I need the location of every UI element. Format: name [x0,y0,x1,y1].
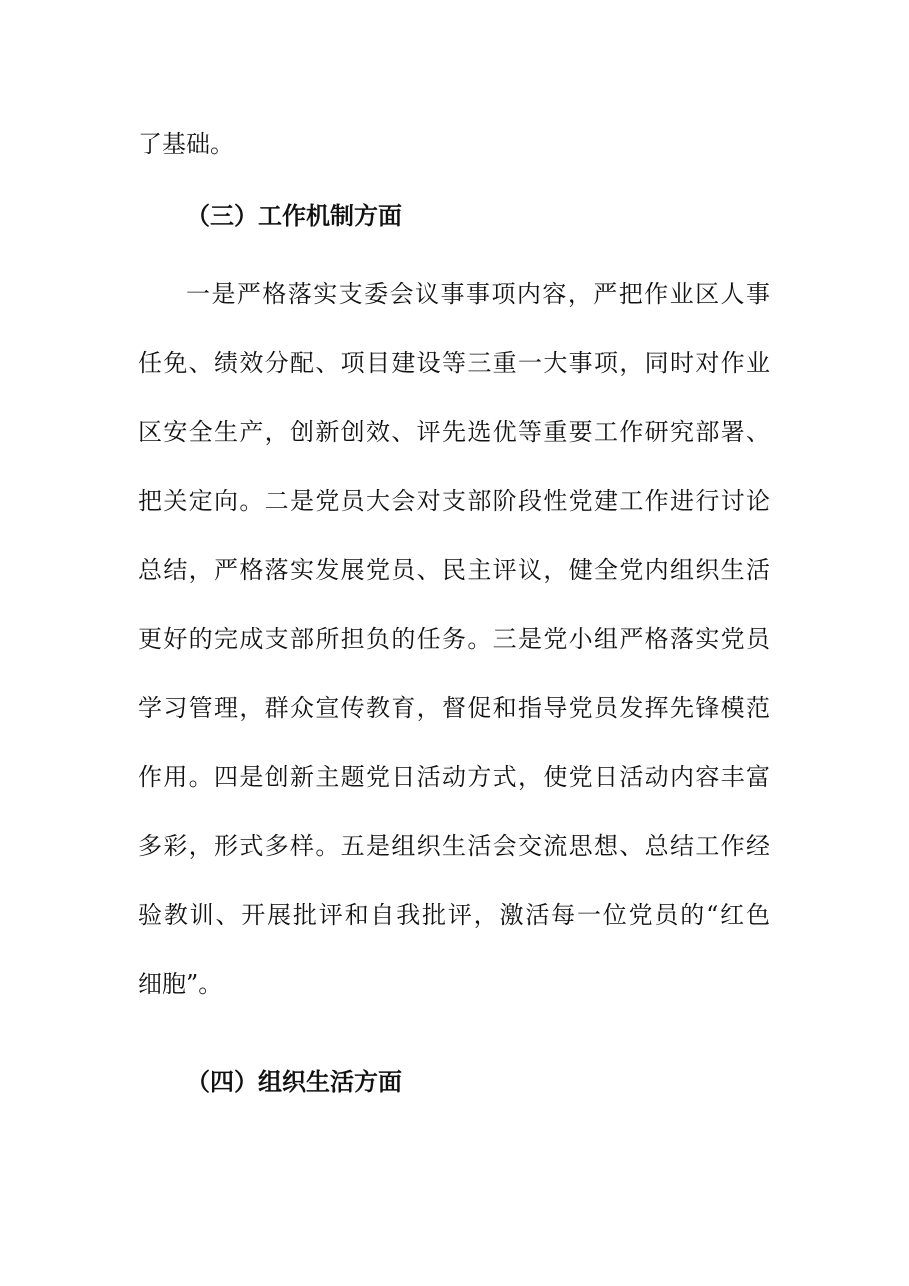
paragraph-line: 细胞”。 [138,970,223,998]
paragraph-line: 任免、绩效分配、项目建设等三重一大事项，同时对作业 [138,349,770,377]
paragraph-line: 区安全生产，创新创效、评先选优等重要工作研究部署、 [138,418,770,446]
paragraph-line: 更好的完成支部所担负的任务。三是党小组严格落实党员 [138,625,770,653]
paragraph-line: 多彩，形式多样。五是组织生活会交流思想、总结工作经 [138,832,770,860]
paragraph-tail-line: 了基础。 [138,130,234,158]
paragraph-line: 验教训、开展批评和自我批评，激活每一位党员的“红色 [138,901,770,929]
paragraph-line: 总结，严格落实发展党员、民主评议，健全党内组织生活 [138,556,770,584]
paragraph-line: 一是严格落实支委会议事事项内容，严把作业区人事 [186,280,770,308]
section-heading-3: （三）工作机制方面 [186,202,402,230]
paragraph-line: 作用。四是创新主题党日活动方式，使党日活动内容丰富 [138,763,770,791]
paragraph-line: 把关定向。二是党员大会对支部阶段性党建工作进行讨论 [138,487,770,515]
section-heading-4: （四）组织生活方面 [186,1068,402,1096]
paragraph-line: 学习管理，群众宣传教育，督促和指导党员发挥先锋模范 [138,694,770,722]
